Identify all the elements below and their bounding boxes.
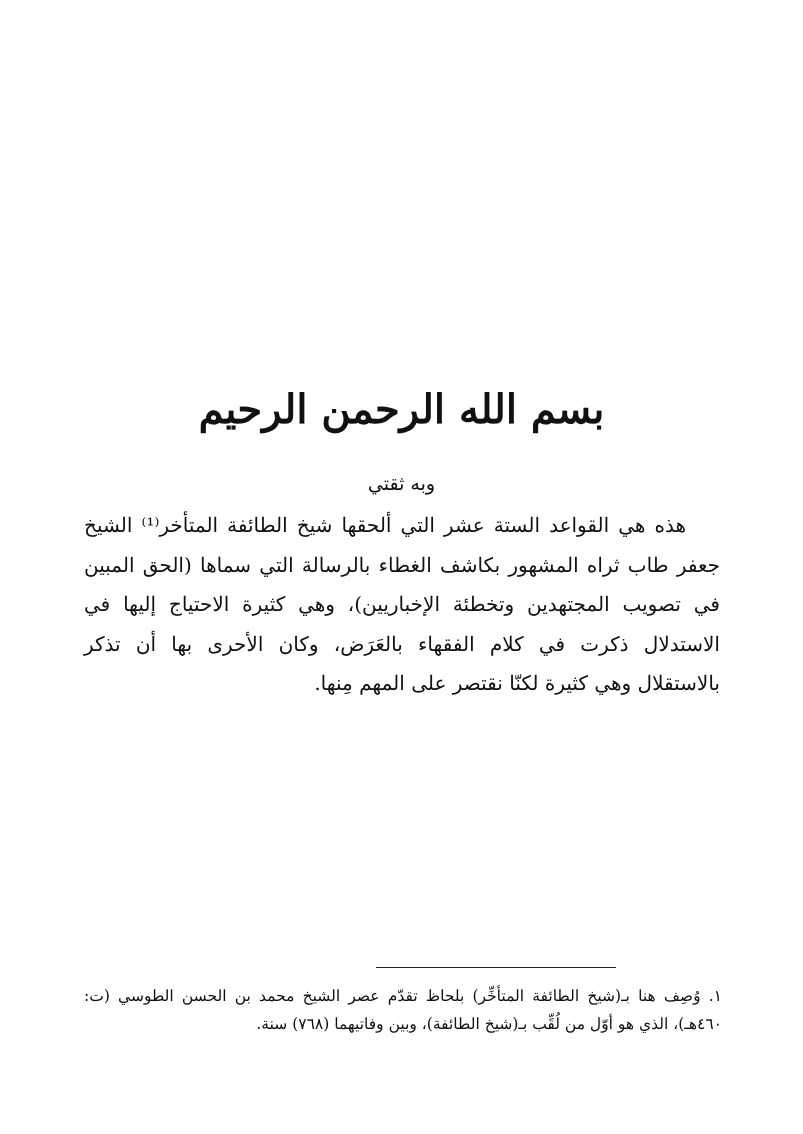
body-paragraph-text: هذه هي القواعد الستة عشر التي ألحقها شيخ الطائفة المتأخر⁽¹⁾ الشيخ جعفر طاب ثراه المشهور بكاشف الغطاء بالرسالة التي سماها (الحق المبين في تصويب المجتهدين وتخطئة الإخباريين)، وهي كثيرة الاحتياج إليها في الاستدلال ذكرت في كلام الفقهاء بالعَرَض، وكان الأحرى بها أن تذكر بالاستقلال وهي كثيرة لكنّا نقتصر على المهم مِنها. [84,513,720,695]
body-paragraph [84,506,720,704]
footnotes [84,982,722,1038]
footnote-separator [376,967,616,968]
footnote-1: ١. وُصِف هنا بـ(شيخ الطائفة المتأخِّر) بلحاظ تقدّم عصر الشيخ محمد بن الحسن الطوسي (ت: ٤٦٠هـ)، الذي هو أوّل من لُقِّب بـ(شيخ الطائفة)، وبين وفاتيهما (٧٦٨) سنة. [84,987,722,1033]
basmala-heading: بسم الله الرحمن الرحيم [198,386,605,433]
subtitle: وبه ثقتي [367,473,436,495]
body-text [84,506,720,704]
